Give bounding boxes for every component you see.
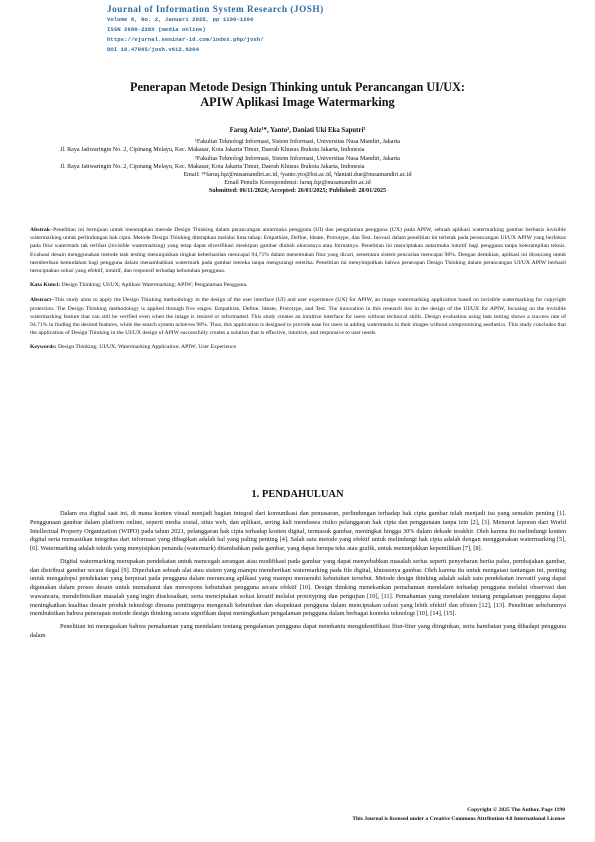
keywords-indonesian [30,281,566,289]
journal-volume: Volume 6, No. 2, Januari 2025, pp 1190−1200 [107,16,254,23]
journal-issn: ISSN 2686-228X (media online) [107,26,206,33]
abstract-indonesian-label: Abstrak− [30,227,54,233]
journal-header [107,4,487,55]
abstract-english-label: Abstract− [30,297,55,304]
journal-doi[interactable]: DOI 10.47065/josh.v6i2.6204 [107,46,199,53]
author-block [30,127,565,196]
abstract-indonesian [30,226,566,275]
author-emails: Email: ¹*faruq.fqz@nusamandiri.ac.id, ²yanto.yto@bsi.ac.id, ³daniati.due@nusamandiri.ac.id [183,172,412,179]
paper-title-line-1: Penerapan Metode Design Thinking untuk Perancangan UI/UX: [130,80,465,94]
affiliation-1-address: Jl. Raya Jatiwaringin No. 2, Cipinang Melayu, Kec. Makasar, Kota Jakarta Timur, Daerah Khusus Ibukota Jakarta, Indonesia [60,147,365,154]
footer-license: This Journal is licensed under a Creative Commons Attribution 4.0 International License [352,816,565,822]
body-paragraph: Dalam era digital saat ini, di mana konten visual menjadi bagian integral dari komunikasi dan pemasaran, perlindungan terhadap hak cipta gambar telah menjadi isu yang semakin penting [1]. Penggunaan gambar dalam platform online, seperti media sosial, situs web, dan aplikasi, sering kali membawa risiko pelanggaran hak cipta dan penggunaan tanpa izin [2], [3]. Menurut laporan dari World Intellectual Property Organization (WIPO) pada tahun 2021, pelanggaran hak cipta terhadap konten digital, termasuk gambar, meningkat hingga 30% dalam dekade terakhir. Oleh karena itu melindungi konten digital serta memastikan integritas dari informasi yang dibagikan adalah hal yang paling penting [4]. Salah satu metode yang efektif untuk melindungi hak cipta adalah dengan menggunakan watermarking [5], [6]. Watermarking adalah teknik yang menyisipkan penanda (watermark) ditambahkan pada gambar, yang dapat berupa teks atau grafik, untuk menunjukkan kepemilikan [7], [8]. [30,510,566,552]
affiliation-2-name: ²Fakultas Teknologi Informasi, Sistem Informasi, Universitas Nusa Mandiri, Jakarta [195,155,400,162]
keywords-english [30,343,566,351]
section-heading: 1. PENDAHULUAN [251,489,344,500]
submission-dates: Submitted: 06/11/2024; Accepted: 26/01/2025; Published: 28/01/2025 [208,188,387,195]
keywords-indonesian-text: Design Thinking; UI/UX; Aplikasi Watermarking; APIW; Pengalaman Pengguna. [61,282,248,289]
corresponding-email: Email Penulis Korespondensi: faruq.fqz@nusamandiri.ac.id [224,180,371,187]
abstract-english-text: This study aims to apply the Design Thinking methodology in the design of the user interface (UI) and user experience (UX) for APIW, an image watermarking application based on invisible watermarking for copyright protection. The Design Thinking methodology is applied through five stages: Empathize, Define, Ideate, Prototype, and Test. The innovation in this research lies in the design of the UI/UX for APIW, focusing on the invisible watermarking feature that can still be verified even when the image is resized or reformatted. This study creates an intuitive interface for users without technical skills. Design evaluation using task testing shows a success rate of 94.71% in finding the desired features, while the search system achieves 98%. Thus, this application is designed to provide ease for users in adding watermarks to their images without compromising aesthetics. This study concludes that the application of Design Thinking in the UI/UX design of APIW successfully creates a solution that is effective, intuitive, and responsive to user needs. [30,297,566,337]
keywords-indonesian-label: Kata Kunci: [30,282,61,289]
journal-url[interactable]: https://ejurnal.seminar-id.com/index.php/josh/ [107,36,264,43]
body-paragraph: Penelitian ini menegaskan bahwa pemahaman yang mendalam tentang pengalaman pengguna dapat membantu mengidentifikasi fitur-fitur yang diinginkan, serta hambatan yang dihadapi pengguna dalam [30,623,566,639]
abstract-section [30,226,566,359]
body-text [30,510,566,645]
abstract-indonesian-text: Penelitian ini bertujuan untuk menerapkan metode Design Thinking dalam perancangan antarmuka pengguna (UI) dan pengalaman pengguna (UX) pada APIW, sebuah aplikasi watermarking gambar berbasis invisible watermarking untuk perlindungan hak cipta. Metode Design Thinking diterapkan melalui lima tahap: Empathize, Define, Ideate, Prototype, dan Test. Inovasi dalam penelitian ini terletak pada perancangan UI/UX APIW yang berfokus pada fitur watermark tak terlihat (invisible watermarking) yang tetap dapat diverifikasi meskipun gambar diubah ukurannya atau formatnya. Penelitian ini menciptakan antarmuka intuitif bagi pengguna tanpa keterampilan teknis. Evaluasi desain menggunakan metode task testing menunjukkan tingkat keberhasilan mencapai 94,71% dalam menemukan fitur yang dicari, sementara sistem pencarian mencapai 98%. Dengan demikian, aplikasi ini dirancang untuk memberikan kemudahan bagi pengguna dalam menambahkan watermark pada gambar mereka tanpa mengurangi estetika. Penelitian ini menyimpulkan bahwa penerapan Design Thinking dalam perancangan UI/UX APIW berhasil menciptakan solusi yang efektif, intuitif, dan responsif terhadap kebutuhan pengguna. [30,227,566,275]
paper-title [40,80,555,110]
page-footer [352,806,565,824]
keywords-english-text: Design Thinking; UI/UX; Watermarking Application; APIW; User Experience [57,344,237,351]
author-names: Farug Aziz¹*, Yanto², Daniati Uki Eka Saputri³ [229,127,366,134]
journal-title: Journal of Information System Research (JOSH) [107,4,324,14]
abstract-english [30,296,566,337]
footer-copyright: Copyright © 2025 The Author, Page 1190 [467,807,565,813]
affiliation-1-name: ¹Fakultas Teknologi Informasi, Sistem Informasi, Universitas Nusa Mandiri, Jakarta [195,139,400,146]
paper-title-line-2: APIW Aplikasi Image Watermarking [200,95,395,109]
body-paragraph: Digital watermarking merupakan pendekatan untuk mencegah serangan atau modifikasi pada gambar yang dapat menyebabkan masalah serius seperti penyebaran berita palsu, pembajakan gambar, dan distribusi gambar secara ilegal [9]. Diperlukan sebuah alat atau sistem yang mampu memberikan watermarking pada file digital, khususnya gambar. Oleh karena itu untuk mengatasi tantangan ini, penting untuk mengadopsi pendekatan yang berpusat pada pengguna dalam merancang aplikasi yang mampu memenuhi kebutuhan tersebut. Metode design thinking adalah salah satu pendekatan inovatif yang dapat digunakan dalam proses desain untuk memahami dan merespons kebutuhan pengguna secara efektif [10]. Design thinking menekankan pemahaman mendalam terhadap pengguna melalui observasi dan wawancara, mendefinisikan masalah yang ingin diselesaikan, serta menciptakan solusi kreatif melalui prototyping dan pengujian [10], [11]. Pemahaman yang mendalam tentang pengalaman pengguna dapat meningkatkan kualitas desain produk teknologi dimana pentingnya mengenali kebutuhan dan ekspektasi pengguna dalam menciptakan solusi yang lebih efektif dan efisien [12], [13]. Penelitian sebelumnya membuktikan bahwa penerapan metode design thinking secara signifikan dapat meningkatkan pengalaman pengguna dalam berbagai konteks teknologi [10], [14], [15]. [30,557,566,618]
affiliation-2-address: Jl. Raya Jatiwaringin No. 2, Cipinang Melayu, Kec. Makasar, Kota Jakarta Timur, Daerah Khusus Ibukota Jakarta, Indonesia [60,163,365,170]
keywords-english-label: Keywords: [30,344,57,351]
